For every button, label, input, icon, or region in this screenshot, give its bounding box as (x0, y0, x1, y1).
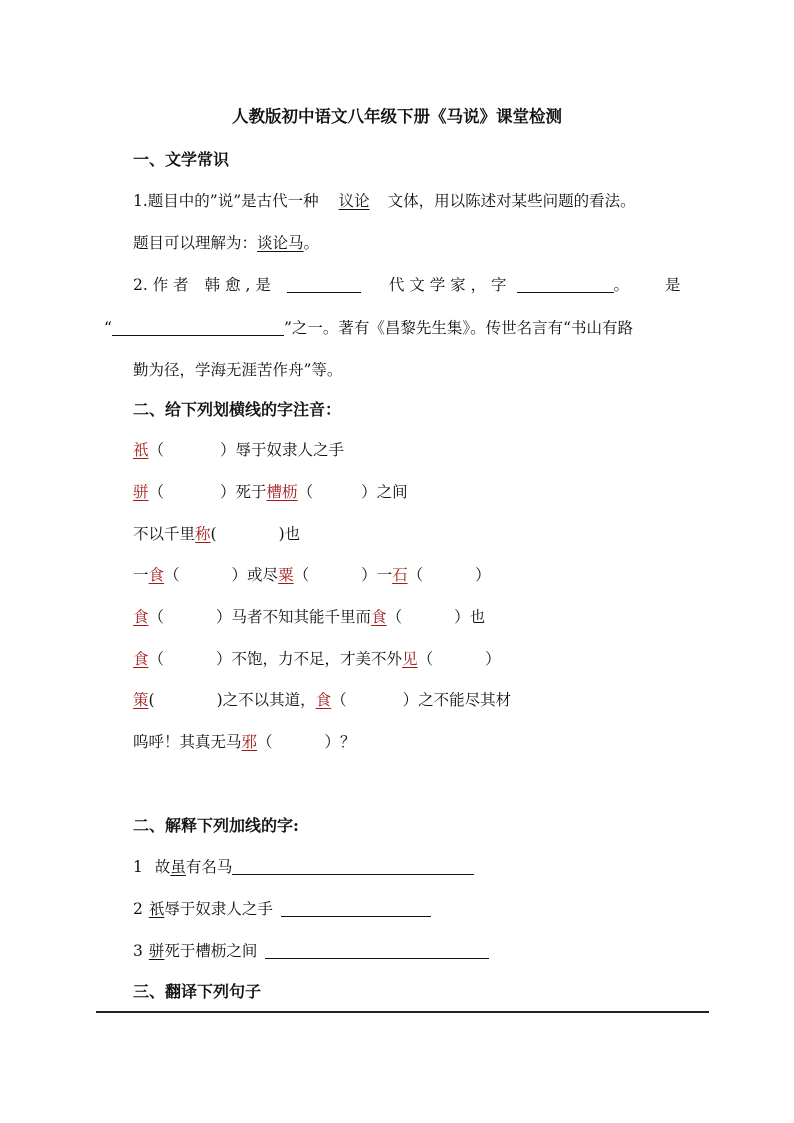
explain-item-3 (133, 941, 489, 961)
question-2-line-3: 勤为径，学海无涯苦作舟”等。 (133, 361, 343, 379)
q2-text-f: ”之一。著有《昌黎先生集》。传世名言有“书山有路 (283, 319, 634, 337)
item-number: 2 (133, 900, 143, 918)
bottom-divider (96, 1011, 709, 1013)
pinyin-row-5 (133, 607, 485, 627)
row-text: 不以千里 (133, 525, 196, 543)
section-literature-heading: 一、文学常识 (133, 150, 230, 169)
page-title: 人教版初中语文八年级下册《马说》课堂检测 (232, 107, 562, 126)
underlined-char: 虽 (170, 858, 186, 876)
paren-open: （ (331, 691, 347, 709)
item-text: 有名马 (185, 858, 233, 876)
row-text: 一 (133, 566, 149, 584)
q1-text-b: 文体，用以陈述对某些问题的看法。 (387, 192, 636, 210)
pinyin-char: 石 (392, 566, 408, 584)
row-text: ）马者不知其能千里而 (216, 608, 372, 626)
pinyin-row-8 (133, 732, 356, 752)
paren-open: （ (417, 650, 434, 668)
courtesy-name-blank[interactable] (517, 275, 614, 293)
item-text: 辱于奴隶人之手 (164, 900, 273, 918)
pinyin-row-1 (133, 440, 344, 460)
pinyin-char: 策 (133, 691, 149, 709)
q2-open-quote: “ (104, 319, 112, 337)
q1-answer-2: 谈论马 (257, 234, 304, 252)
section-explain-heading: 二、解释下列加线的字: (133, 816, 299, 835)
q2-period: 。 (613, 276, 630, 294)
item-number: 1 (133, 858, 143, 876)
explain-item-1 (133, 857, 474, 877)
dynasty-blank[interactable] (287, 275, 361, 293)
question-1-line-1 (133, 191, 636, 211)
pinyin-char: 食 (315, 691, 332, 709)
pinyin-row-7 (133, 690, 511, 710)
row-text: 呜呼！其真无马 (133, 733, 242, 751)
row-text: ）辱于奴隶人之手 (220, 441, 345, 459)
paren-open: （ (164, 566, 180, 584)
q1-answer: 议论 (338, 192, 370, 210)
explain-item-2 (133, 899, 431, 919)
row-text: )也 (278, 525, 301, 543)
pinyin-char: 祇 (133, 441, 149, 459)
row-text: ）之不能尽其材 (402, 691, 512, 709)
row-text: )之不以其道， (216, 691, 316, 709)
q1-period: 。 (303, 234, 320, 252)
row-text: ）死于 (220, 483, 267, 501)
q2-author-label: 2. 作 者 (133, 276, 189, 294)
pinyin-char: 称 (195, 525, 211, 543)
pinyin-char: 邪 (241, 733, 258, 751)
pinyin-row-6 (133, 649, 501, 669)
underlined-char: 骈 (148, 942, 165, 960)
q2-is-label: 是 (665, 276, 681, 294)
item-text: 故 (154, 858, 171, 876)
paren-open: （ (386, 608, 403, 626)
question-2-line-1 (133, 275, 681, 295)
q1-text-a: 1.题目中的”说”是古代一种 (133, 192, 319, 210)
pinyin-row-3 (133, 524, 300, 544)
pinyin-row-4 (133, 565, 491, 585)
paren-close: ） (475, 566, 491, 584)
explain-answer-blank[interactable] (281, 899, 431, 917)
q2-author-name: 韩 愈 , 是 (204, 276, 271, 294)
pinyin-char: 食 (148, 566, 165, 584)
row-text: ）或尽 (231, 566, 279, 584)
q1-text-c: 题目可以理解为： (133, 234, 258, 252)
explain-answer-blank[interactable] (265, 941, 489, 959)
question-2-line-2 (104, 318, 633, 338)
q2-courtesy-label: 代 文 学 家 ， 字 (388, 276, 507, 294)
paren-open: （ (148, 608, 165, 626)
pinyin-char: 槽枥 (266, 483, 298, 501)
paren-open: （ (407, 566, 424, 584)
row-text: ）也 (454, 608, 486, 626)
paren-close: ） (485, 650, 501, 668)
paren-open: ( (148, 691, 155, 709)
title-blank[interactable] (112, 318, 284, 336)
paren-open: ( (210, 525, 217, 543)
underlined-char: 祇 (148, 900, 165, 918)
paren-open: （ (257, 733, 273, 751)
paren-open: （ (148, 441, 165, 459)
question-1-line-2 (133, 233, 319, 253)
row-text: ）不饱，力不足，才美不外 (216, 650, 403, 668)
section-translate-heading: 三、翻译下列句子 (133, 982, 262, 1001)
paren-open: （ (148, 650, 165, 668)
pinyin-char: 粟 (278, 566, 294, 584)
row-text: ）之间 (361, 483, 408, 501)
pinyin-row-2 (133, 482, 408, 502)
paren-open: （ (148, 483, 165, 501)
paren-open: （ (297, 483, 314, 501)
explain-answer-blank[interactable] (232, 857, 474, 875)
item-number: 3 (133, 942, 143, 960)
paren-open: （ (293, 566, 310, 584)
pinyin-char: 见 (402, 650, 418, 668)
item-text: 死于槽枥之间 (164, 942, 258, 960)
row-text: ）一 (361, 566, 393, 584)
pinyin-char: 食 (133, 650, 149, 668)
pinyin-char: 食 (371, 608, 387, 626)
row-text: ）？ (324, 733, 356, 751)
pinyin-char: 骈 (133, 483, 149, 501)
pinyin-char: 食 (133, 608, 149, 626)
section-pinyin-heading: 二、给下列划横线的字注音： (133, 400, 342, 419)
